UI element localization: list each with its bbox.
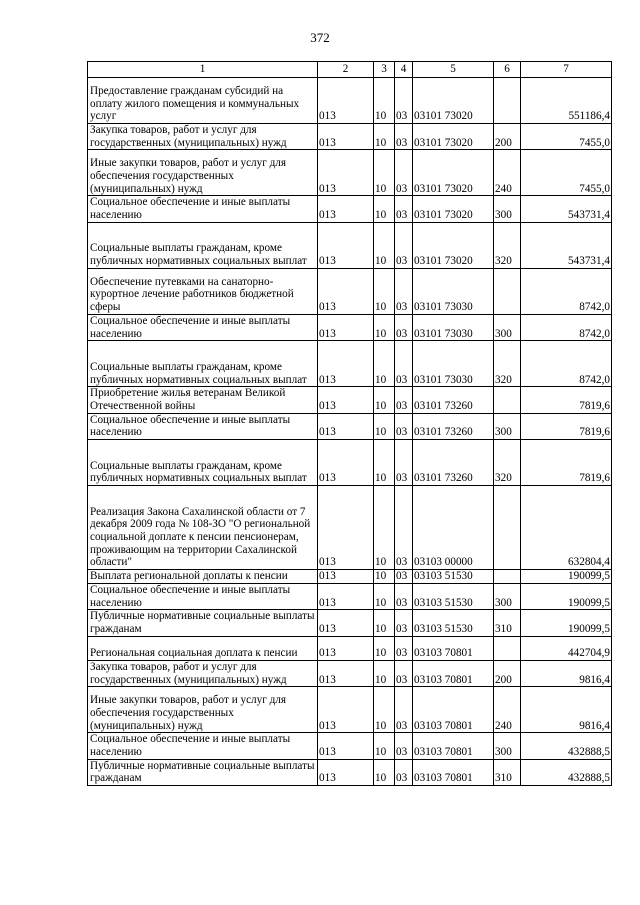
target-article-cell: 03101 73020 [413,222,494,268]
amount-cell: 432888,5 [521,759,612,785]
ministry-code-cell: 013 [318,759,374,785]
table-row [88,687,612,733]
section-cell: 10 [374,584,395,610]
target-article-cell: 03101 73030 [413,314,494,340]
expense-type-cell: 320 [494,341,521,387]
item-name-cell: Социальные выплаты гражданам, кроме публичных нормативных социальных выплат [88,341,318,387]
ministry-code-cell: 013 [318,570,374,584]
section-cell: 10 [374,570,395,584]
subsection-cell: 03 [395,78,413,124]
ministry-code-cell: 013 [318,150,374,196]
column-header: 1 [88,62,318,78]
table-row [88,314,612,340]
expense-type-cell [494,486,521,570]
target-article-cell: 03101 73260 [413,413,494,439]
item-name-cell: Закупка товаров, работ и услуг для государственных (муниципальных) нужд [88,660,318,686]
section-cell: 10 [374,733,395,759]
item-name-cell: Социальные выплаты гражданам, кроме публичных нормативных социальных выплат [88,222,318,268]
item-name-cell: Социальные выплаты гражданам, кроме публичных нормативных социальных выплат [88,440,318,486]
table-row [88,660,612,686]
amount-cell: 551186,4 [521,78,612,124]
section-cell: 10 [374,687,395,733]
table-body [88,78,612,786]
target-article-cell: 03103 51530 [413,570,494,584]
item-name-cell: Публичные нормативные социальные выплаты гражданам [88,759,318,785]
ministry-code-cell: 013 [318,584,374,610]
expense-type-cell [494,570,521,584]
ministry-code-cell: 013 [318,687,374,733]
subsection-cell: 03 [395,150,413,196]
amount-cell: 8742,0 [521,341,612,387]
amount-cell: 7819,6 [521,387,612,413]
section-cell: 10 [374,660,395,686]
subsection-cell: 03 [395,413,413,439]
section-cell: 10 [374,78,395,124]
section-cell: 10 [374,268,395,314]
section-cell: 10 [374,124,395,150]
item-name-cell: Социальное обеспечение и иные выплаты населению [88,733,318,759]
subsection-cell: 03 [395,687,413,733]
expense-type-cell: 200 [494,660,521,686]
amount-cell: 442704,9 [521,636,612,660]
table-row [88,150,612,196]
table-row [88,222,612,268]
ministry-code-cell: 013 [318,733,374,759]
table-row [88,387,612,413]
subsection-cell: 03 [395,610,413,636]
section-cell: 10 [374,486,395,570]
subsection-cell: 03 [395,196,413,222]
target-article-cell: 03103 70801 [413,660,494,686]
expense-type-cell [494,636,521,660]
section-cell: 10 [374,196,395,222]
expense-type-cell: 310 [494,759,521,785]
expense-type-cell: 300 [494,733,521,759]
target-article-cell: 03103 70801 [413,687,494,733]
section-cell: 10 [374,413,395,439]
amount-cell: 7455,0 [521,124,612,150]
ministry-code-cell: 013 [318,196,374,222]
target-article-cell: 03101 73020 [413,196,494,222]
amount-cell: 7819,6 [521,440,612,486]
table-row [88,440,612,486]
section-cell: 10 [374,150,395,196]
subsection-cell: 03 [395,341,413,387]
amount-cell: 7455,0 [521,150,612,196]
table-row [88,268,612,314]
ministry-code-cell: 013 [318,341,374,387]
expense-type-cell: 200 [494,124,521,150]
target-article-cell: 03101 73260 [413,440,494,486]
column-header: 6 [494,62,521,78]
target-article-cell: 03103 70801 [413,759,494,785]
expense-type-cell: 300 [494,413,521,439]
ministry-code-cell: 013 [318,486,374,570]
item-name-cell: Обеспечение путевками на санаторно-курортное лечение работников бюджетной сферы [88,268,318,314]
amount-cell: 632804,4 [521,486,612,570]
amount-cell: 543731,4 [521,196,612,222]
column-header: 7 [521,62,612,78]
subsection-cell: 03 [395,733,413,759]
subsection-cell: 03 [395,268,413,314]
table-row [88,584,612,610]
section-cell: 10 [374,222,395,268]
subsection-cell: 03 [395,486,413,570]
amount-cell: 190099,5 [521,570,612,584]
amount-cell: 190099,5 [521,610,612,636]
item-name-cell: Региональная социальная доплата к пенсии [88,636,318,660]
table-row [88,486,612,570]
amount-cell: 7819,6 [521,413,612,439]
subsection-cell: 03 [395,660,413,686]
table-row [88,733,612,759]
target-article-cell: 03101 73020 [413,78,494,124]
section-cell: 10 [374,440,395,486]
expense-type-cell: 320 [494,222,521,268]
subsection-cell: 03 [395,570,413,584]
amount-cell: 543731,4 [521,222,612,268]
section-cell: 10 [374,341,395,387]
subsection-cell: 03 [395,759,413,785]
target-article-cell: 03103 51530 [413,610,494,636]
section-cell: 10 [374,636,395,660]
column-header: 3 [374,62,395,78]
target-article-cell: 03101 73030 [413,341,494,387]
ministry-code-cell: 013 [318,314,374,340]
subsection-cell: 03 [395,440,413,486]
expense-type-cell [494,387,521,413]
amount-cell: 9816,4 [521,660,612,686]
item-name-cell: Приобретение жилья ветеранам Великой Отечественной войны [88,387,318,413]
item-name-cell: Закупка товаров, работ и услуг для государственных (муниципальных) нужд [88,124,318,150]
expense-type-cell: 300 [494,584,521,610]
section-cell: 10 [374,610,395,636]
amount-cell: 8742,0 [521,268,612,314]
expense-type-cell: 310 [494,610,521,636]
ministry-code-cell: 013 [318,124,374,150]
section-cell: 10 [374,314,395,340]
target-article-cell: 03103 00000 [413,486,494,570]
table-row [88,610,612,636]
amount-cell: 190099,5 [521,584,612,610]
ministry-code-cell: 013 [318,78,374,124]
table-row [88,759,612,785]
ministry-code-cell: 013 [318,636,374,660]
expense-type-cell: 300 [494,314,521,340]
column-header: 2 [318,62,374,78]
target-article-cell: 03101 73030 [413,268,494,314]
target-article-cell: 03101 73260 [413,387,494,413]
budget-table [87,61,612,786]
expense-type-cell: 320 [494,440,521,486]
item-name-cell: Социальное обеспечение и иные выплаты населению [88,196,318,222]
page-number: 372 [310,30,330,45]
table-row [88,636,612,660]
subsection-cell: 03 [395,124,413,150]
table-row [88,124,612,150]
item-name-cell: Предоставление гражданам субсидий на оплату жилого помещения и коммунальных услуг [88,78,318,124]
expense-type-cell [494,268,521,314]
expense-type-cell: 240 [494,150,521,196]
item-name-cell: Иные закупки товаров, работ и услуг для обеспечения государственных (муниципальных) нужд [88,687,318,733]
target-article-cell: 03103 70801 [413,636,494,660]
amount-cell: 9816,4 [521,687,612,733]
item-name-cell: Социальное обеспечение и иные выплаты населению [88,314,318,340]
item-name-cell: Социальное обеспечение и иные выплаты населению [88,584,318,610]
item-name-cell: Социальное обеспечение и иные выплаты населению [88,413,318,439]
ministry-code-cell: 013 [318,413,374,439]
table-row [88,413,612,439]
ministry-code-cell: 013 [318,222,374,268]
item-name-cell: Публичные нормативные социальные выплаты гражданам [88,610,318,636]
target-article-cell: 03103 70801 [413,733,494,759]
column-header: 5 [413,62,494,78]
subsection-cell: 03 [395,314,413,340]
subsection-cell: 03 [395,222,413,268]
subsection-cell: 03 [395,636,413,660]
expense-type-cell [494,78,521,124]
item-name-cell: Иные закупки товаров, работ и услуг для обеспечения государственных (муниципальных) нужд [88,150,318,196]
column-header: 4 [395,62,413,78]
item-name-cell: Реализация Закона Сахалинской области от 7 декабря 2009 года № 108-ЗО "О региональной социальной доплате к пенсии пенсионерам, проживающим на территории Сахалинской области" [88,486,318,570]
ministry-code-cell: 013 [318,440,374,486]
table-row [88,196,612,222]
table-row [88,570,612,584]
ministry-code-cell: 013 [318,268,374,314]
section-cell: 10 [374,759,395,785]
target-article-cell: 03101 73020 [413,150,494,196]
amount-cell: 8742,0 [521,314,612,340]
target-article-cell: 03101 73020 [413,124,494,150]
target-article-cell: 03103 51530 [413,584,494,610]
ministry-code-cell: 013 [318,610,374,636]
expense-type-cell: 300 [494,196,521,222]
table-row [88,341,612,387]
section-cell: 10 [374,387,395,413]
header-row [88,62,612,78]
ministry-code-cell: 013 [318,660,374,686]
subsection-cell: 03 [395,584,413,610]
subsection-cell: 03 [395,387,413,413]
amount-cell: 432888,5 [521,733,612,759]
table-row [88,78,612,124]
expense-type-cell: 240 [494,687,521,733]
item-name-cell: Выплата региональной доплаты к пенсии [88,570,318,584]
ministry-code-cell: 013 [318,387,374,413]
